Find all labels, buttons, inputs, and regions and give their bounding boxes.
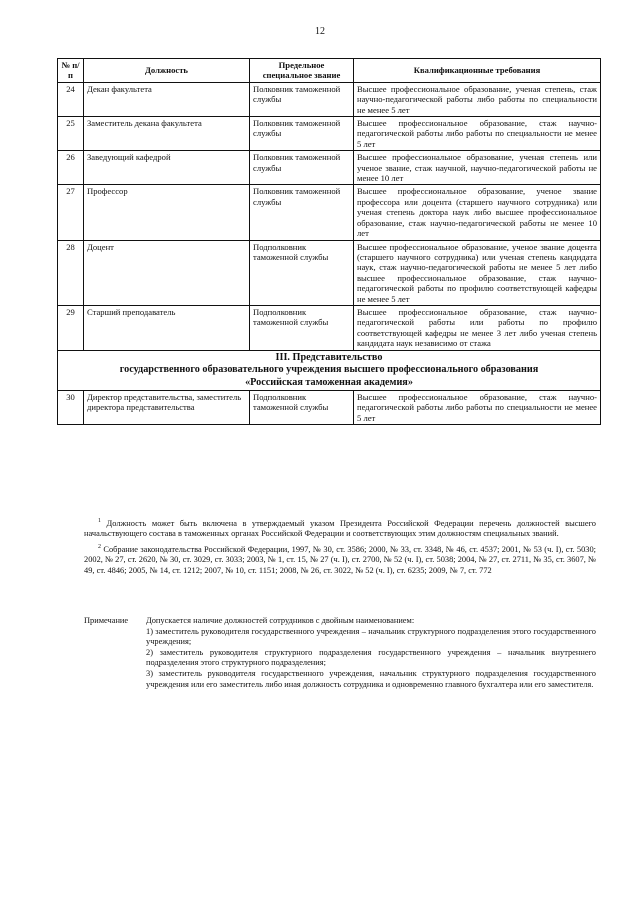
table-row: [58, 185, 601, 240]
header-position: Должность: [84, 59, 250, 83]
row-requirements: Высшее профессиональное образование, ученая степень или ученое звание, стаж научной, научно-педагогической работы не менее 10 лет: [354, 151, 601, 185]
footnote-2-text: Собрание законодательства Российской Федерации, 1997, № 30, ст. 3586; 2000, № 33, ст. 3348, № 46, ст. 4537; 2001, № 53 (ч. I), ст. 5030; 2002, № 27, ст. 2620, № 30, ст. 3029, ст. 3033; 2003, № 1, ст. 15, № 27 (ч. I), ст. 2700, № 52 (ч. I), ст. 5038; 2004, № 27, ст. 2711, № 35, ст. 3607, № 49, ст. 4846; 2005, № 14, ст. 1212; 2007, № 10, ст. 1151; 2008, № 26, ст. 3022, № 52 (ч. I), ст. 6235; 2009, № 7, ст. 772: [84, 544, 597, 575]
row-rank: Полковник таможенной службы: [250, 185, 354, 240]
footnote-2: [84, 542, 596, 577]
row-position: Профессор: [84, 185, 250, 240]
row-num: 27: [58, 185, 84, 240]
row-position: Старший преподаватель: [84, 305, 250, 350]
footnote-1: [84, 516, 596, 540]
row-position: Доцент: [84, 240, 250, 305]
footnote-2-mark: 2: [98, 543, 101, 550]
table-row: [58, 82, 601, 116]
row-requirements: Высшее профессиональное образование, ученая степень, стаж научно-педагогической работы либо работы по специальности не менее 5 лет: [354, 82, 601, 116]
table-header-row: [58, 59, 601, 83]
row-rank: Подполковник таможенной службы: [250, 305, 354, 350]
row-rank: Подполковник таможенной службы: [250, 240, 354, 305]
note-block: [84, 616, 596, 690]
note-item: 1) заместитель руководителя государственного учреждения – начальник структурного подразделения этого государственного учреждения;: [146, 626, 596, 647]
note-intro: Допускается наличие должностей сотрудников с двойным наименованием:: [146, 616, 415, 625]
row-num: 25: [58, 117, 84, 151]
row-num: 30: [58, 391, 84, 425]
header-rank: Предельное специальное звание: [250, 59, 354, 83]
section-heading-line3: «Российская таможенная академия»: [245, 376, 413, 388]
row-requirements: Высшее профессиональное образование, стаж научно-педагогической работы или работы по профилю соответствующей кафедры не менее 3 лет либо ученая степень кандидата наук независимо от стажа: [354, 305, 601, 350]
note-items: [146, 627, 596, 691]
row-rank: Полковник таможенной службы: [250, 117, 354, 151]
note-item: 2) заместитель руководителя структурного подразделения государственного учреждения – начальник внутреннего подразделения этого структурного подразделения;: [146, 647, 596, 668]
row-rank: Подполковник таможенной службы: [250, 391, 354, 425]
page-number: 12: [315, 26, 325, 37]
row-num: 26: [58, 151, 84, 185]
section-heading-line1: III. Представительство: [275, 351, 383, 363]
header-requirements: Квалификационные требования: [354, 59, 601, 83]
positions-table: [57, 58, 601, 425]
row-num: 29: [58, 305, 84, 350]
footnote-1-mark: 1: [98, 518, 101, 524]
row-position: Заместитель декана факультета: [84, 117, 250, 151]
header-num: № п/п: [58, 59, 84, 83]
row-requirements: Высшее профессиональное образование, ученое звание профессора или доцента (старшего научного сотрудника) или ученая степень доктора наук либо высшее профессиональное образование, стаж научно-педагогической работы не менее 10 лет: [354, 185, 601, 240]
table-row: [58, 240, 601, 305]
row-position: Заведующий кафедрой: [84, 151, 250, 185]
footnotes: [84, 516, 596, 579]
row-num: 28: [58, 240, 84, 305]
row-position: Директор представительства, заместитель директора представительства: [84, 391, 250, 425]
row-num: 24: [58, 82, 84, 116]
row-requirements: Высшее профессиональное образование, ученое звание доцента (старшего научного сотрудника) или ученая степень кандидата наук, стаж научно-педагогической работы не менее 5 лет либо высшее профессиональное образование, стаж научно-педагогической работы по профилю соответствующей кафедры не менее 5 лет: [354, 240, 601, 305]
row-requirements: Высшее профессиональное образование, стаж научно-педагогической работы либо работы по специальности не менее 5 лет: [354, 117, 601, 151]
row-rank: Полковник таможенной службы: [250, 82, 354, 116]
note-label: Примечание: [84, 616, 129, 625]
table-row: [58, 391, 601, 425]
section-heading-line2: государственного образовательного учреждения высшего профессионального образования: [119, 364, 539, 376]
row-position: Декан факультета: [84, 82, 250, 116]
footnote-1-text: Должность может быть включена в утверждаемый указом Президента Российской Федерации перечень должностей высшего начальствующего состава в таможенных органах Российской Федерации и соответствующих этим должностям специальных званий.: [84, 518, 596, 539]
table-row: [58, 151, 601, 185]
note-item: 3) заместитель руководителя государственного учреждения, начальник структурного подразделения государственного учреждения или его заместитель либо иная должность сотрудника и одновременно главного бухгалтера или его заместителя.: [146, 668, 596, 689]
section-heading-row: [58, 350, 601, 391]
table-row: [58, 117, 601, 151]
section-heading: [58, 350, 601, 391]
row-requirements: Высшее профессиональное образование, стаж научно-педагогической работы либо работы по специальности не менее 5 лет: [354, 391, 601, 425]
table-row: [58, 305, 601, 350]
row-rank: Полковник таможенной службы: [250, 151, 354, 185]
